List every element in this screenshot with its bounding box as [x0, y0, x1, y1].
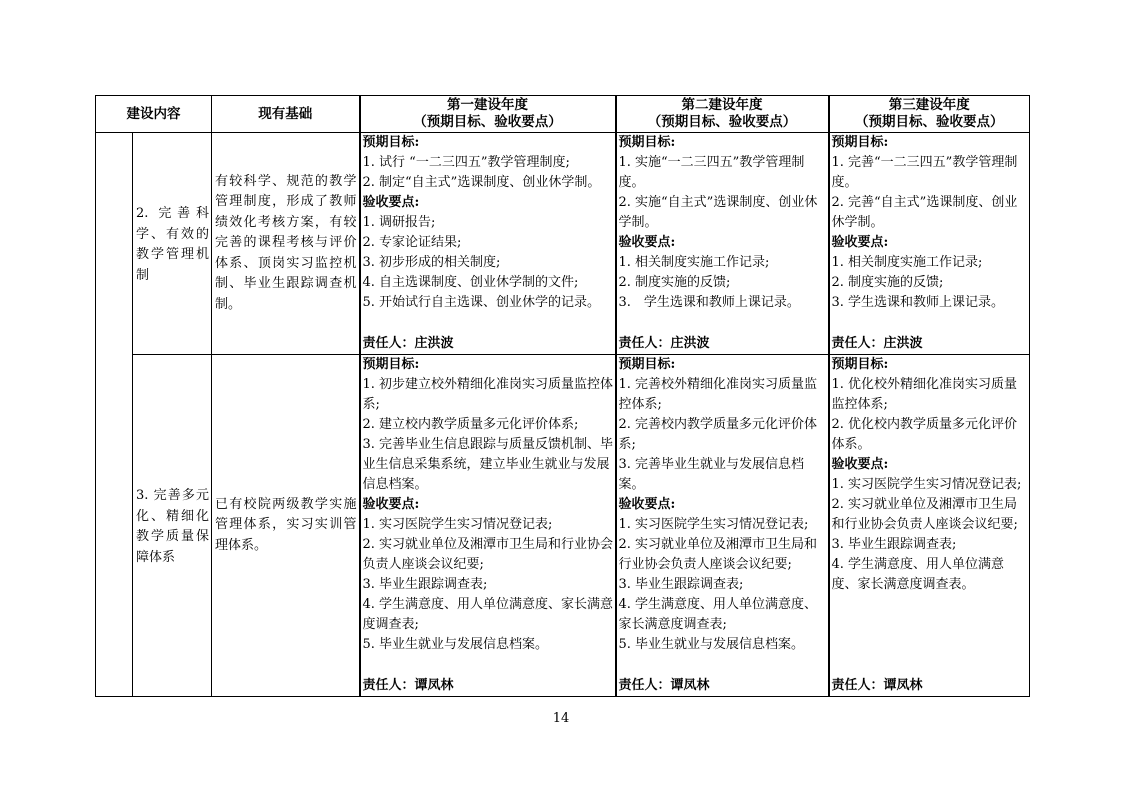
header-year3: [829, 96, 1030, 133]
base-text: 有较科学、规范的教学管理制度，形成了教师绩效化考核方案，有较完善的课程考核与评价体系、顶岗实习监控机制、毕业生跟踪调查机制。: [215, 173, 357, 312]
goal-line: 1. 初步建立校外精细化准岗实习质量监控体系;: [362, 377, 614, 412]
item-cell: [133, 355, 212, 697]
category-cell: [96, 133, 133, 697]
goal-label: 预期目标:: [831, 135, 889, 150]
responsible: [832, 334, 923, 354]
check-line: 1. 实习医院学生实习情况登记表;: [362, 517, 553, 532]
responsible: [832, 676, 923, 696]
check-line: 2. 实习就业单位及湘潭市卫生局和行业协会负责人座谈会议纪要;: [831, 497, 1018, 532]
goal-label: 预期目标:: [362, 135, 420, 150]
plan-block: [617, 133, 828, 354]
header-year3-title: 第三建设年度: [888, 97, 970, 113]
responsible-name: 庄洪波: [670, 336, 710, 351]
check-line: 1. 实习医院学生实习情况登记表;: [831, 477, 1022, 492]
responsible: [619, 334, 710, 354]
plan-block: [830, 355, 1030, 696]
plan-cell-year1: [360, 133, 616, 355]
responsible-label: 责任人：: [362, 678, 415, 693]
goal-line: 3. 完善毕业生信息跟踪与质量反馈机制、毕业生信息采集系统，建立毕业生就业与发展信息档案。: [362, 437, 614, 492]
check-line: 4. 学生满意度、用人单位满意度、家长满意度调查表;: [618, 597, 818, 632]
responsible-name: 谭凤林: [670, 678, 710, 693]
goal-label: 预期目标:: [618, 135, 676, 150]
check-line: 3. 初步形成的相关制度;: [362, 255, 501, 270]
item-cell: [133, 133, 212, 355]
goal-line: 1. 试行 “一二三四五”教学管理制度;: [362, 155, 570, 170]
check-label: 验收要点:: [831, 457, 889, 472]
goal-line: 2. 制定“自主式”选课制度、创业休学制。: [362, 175, 601, 190]
table-row: [96, 133, 1030, 355]
header-content: 建设内容: [96, 96, 212, 133]
check-line: 2. 实习就业单位及湘潭市卫生局和行业协会负责人座谈会议纪要;: [618, 537, 818, 572]
header-year2: [616, 96, 829, 133]
responsible-label: 责任人：: [618, 678, 671, 693]
check-line: 1. 实习医院学生实习情况登记表;: [618, 517, 809, 532]
check-line: 1. 相关制度实施工作记录;: [831, 255, 983, 270]
responsible: [619, 676, 710, 696]
check-label: 验收要点:: [831, 235, 889, 250]
goal-line: 2. 完善“自主式”选课制度、创业休学制。: [831, 195, 1018, 230]
check-line: 1. 调研报告;: [362, 215, 436, 230]
goal-line: 3. 完善毕业生就业与发展信息档案。: [618, 457, 805, 492]
plan-block: [361, 133, 615, 354]
item-text: 3. 完善多元化、精细化教学质量保障体系: [136, 488, 209, 565]
check-line: 4. 自主选课制度、创业休学制的文件;: [362, 275, 579, 290]
goal-line: 2. 优化校内教学质量多元化评价体系。: [831, 417, 1018, 452]
responsible: [363, 676, 454, 696]
responsible-name: 庄洪波: [883, 336, 923, 351]
goal-label: 预期目标:: [831, 357, 889, 372]
check-line: 5. 毕业生就业与发展信息档案。: [362, 637, 549, 652]
header-year1: [360, 96, 616, 133]
responsible-label: 责任人：: [618, 336, 671, 351]
plan-block: [617, 355, 828, 696]
plan-cell-year3: [829, 133, 1030, 355]
header-year3-sub: （预期目标、验收要点）: [855, 114, 1004, 130]
responsible-name: 庄洪波: [414, 336, 454, 351]
header-year2-sub: （预期目标、验收要点）: [647, 114, 797, 130]
header-year1-title: 第一建设年度: [447, 97, 528, 113]
table-row: [96, 355, 1030, 697]
check-line: 4. 学生满意度、用人单位满意度、家长满意度调查表;: [362, 597, 614, 632]
responsible: [363, 334, 454, 354]
goal-line: 2. 实施“自主式”选课制度、创业休学制。: [618, 195, 818, 230]
goal-label: 预期目标:: [362, 357, 420, 372]
check-line: 2. 专家论证结果;: [362, 235, 462, 250]
header-year1-sub: （预期目标、验收要点）: [413, 114, 562, 130]
responsible-label: 责任人：: [831, 678, 884, 693]
plan-block: [830, 133, 1030, 354]
goal-line: 1. 优化校外精细化准岗实习质量监控体系;: [831, 377, 1018, 412]
check-line: 5. 开始试行自主选课、创业休学的记录。: [362, 295, 601, 310]
responsible-name: 谭凤林: [883, 678, 923, 693]
page-number: 14: [552, 711, 570, 726]
goal-label: 预期目标:: [618, 357, 676, 372]
check-label: 验收要点:: [362, 195, 420, 210]
header-year2-title: 第二建设年度: [681, 97, 763, 113]
item-text: 2. 完善科学、有效的教学管理机制: [136, 206, 209, 283]
check-line: 2. 制度实施的反馈;: [831, 275, 944, 290]
responsible-name: 谭凤林: [414, 678, 454, 693]
plan-cell-year1: [360, 355, 616, 697]
check-line: 5. 毕业生就业与发展信息档案。: [618, 637, 805, 652]
responsible-label: 责任人：: [831, 336, 884, 351]
check-line: 2. 实习就业单位及湘潭市卫生局和行业协会负责人座谈会议纪要;: [362, 537, 614, 572]
base-cell: [212, 133, 360, 355]
responsible-label: 责任人：: [362, 336, 415, 351]
goal-line: 1. 完善“一二三四五”教学管理制度。: [831, 155, 1018, 190]
check-label: 验收要点:: [618, 497, 676, 512]
base-cell: [212, 355, 360, 697]
check-line: 3. 学生选课和教师上课记录。: [618, 295, 800, 310]
goal-line: 2. 建立校内教学质量多元化评价体系;: [362, 417, 579, 432]
check-line: 1. 相关制度实施工作记录;: [618, 255, 770, 270]
check-label: 验收要点:: [362, 497, 420, 512]
plan-cell-year2: [616, 355, 829, 697]
goal-line: 1. 完善校外精细化准岗实习质量监控体系;: [618, 377, 818, 412]
check-label: 验收要点:: [618, 235, 676, 250]
plan-cell-year2: [616, 133, 829, 355]
check-line: 4. 学生满意度、用人单位满意度、家长满意度调查表。: [831, 557, 1005, 592]
construction-plan-table: [95, 95, 1030, 697]
plan-block: [361, 355, 615, 696]
check-line: 3. 学生选课和教师上课记录。: [831, 295, 1005, 310]
goal-line: 1. 实施“一二三四五”教学管理制度。: [618, 155, 805, 190]
table-header-row: [96, 96, 1030, 133]
goal-line: 2. 完善校内教学质量多元化评价体系;: [618, 417, 818, 452]
header-base: 现有基础: [212, 96, 360, 133]
plan-cell-year3: [829, 355, 1030, 697]
check-line: 2. 制度实施的反馈;: [618, 275, 731, 290]
check-line: 3. 毕业生跟踪调查表;: [618, 577, 744, 592]
check-line: 3. 毕业生跟踪调查表;: [831, 537, 957, 552]
check-line: 3. 毕业生跟踪调查表;: [362, 577, 488, 592]
base-text: 已有校院两级教学实施管理体系，实习实训管理体系。: [215, 496, 357, 553]
